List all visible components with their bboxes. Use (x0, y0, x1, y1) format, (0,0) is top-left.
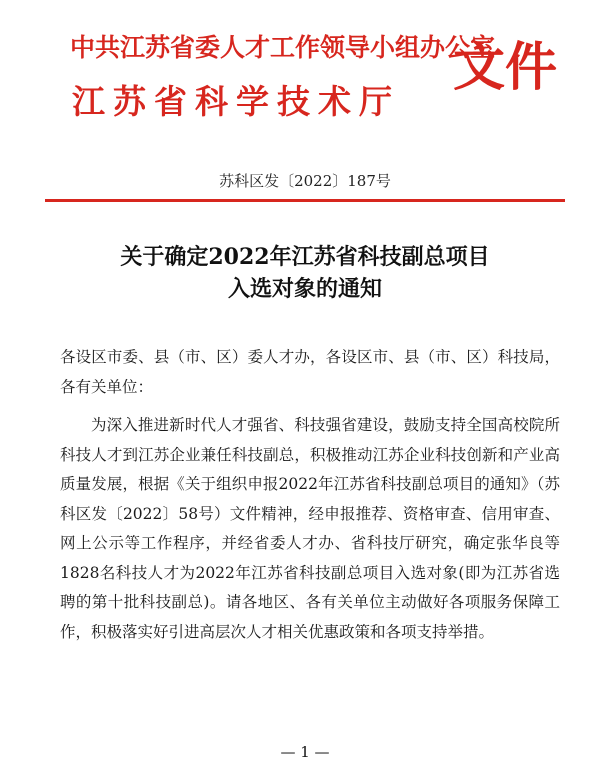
document-number: 苏科区发〔2022〕187号 (219, 172, 391, 190)
body-paragraph: 为深入推进新时代人才强省、科技强省建设，鼓励支持全国高校院所科技人才到江苏企业兼任科技副总，积极推动江苏企业科技创新和产业高质量发展，根据《关于组织申报2022年江苏省科技副总项目的通知》（苏科区发〔2022〕58号）文件精神，经申报推荐、资格审查、信用审查、网上公示等工作程序，并经省委人才办、省科技厅研究，确定张华良等1828名科技人才为2022年江苏省科技副总项目入选对象(即为江苏省选聘的第十批科技副总)。请各地区、各有关单位主动做好各项服务保障工作，积极落实好引进高层次人才相关优惠政策和各项支持举措。 (60, 416, 560, 641)
issuing-agency-line-1: 中共江苏省委人才工作领导小组办公室 (70, 33, 496, 62)
salutation: 各设区市委、县（市、区）委人才办，各设区市、县（市、区）科技局，各有关单位： (60, 348, 560, 396)
page-number: — 1 — (280, 743, 330, 761)
red-divider-line (45, 199, 565, 202)
issuing-agency-line-2: 江苏省科学技术厅 (72, 82, 400, 121)
notice-title-line-1: 关于确定2022年江苏省科技副总项目 (120, 244, 490, 270)
document-type-label: 文件 (453, 37, 558, 98)
notice-title-line-2: 入选对象的通知 (227, 276, 382, 302)
